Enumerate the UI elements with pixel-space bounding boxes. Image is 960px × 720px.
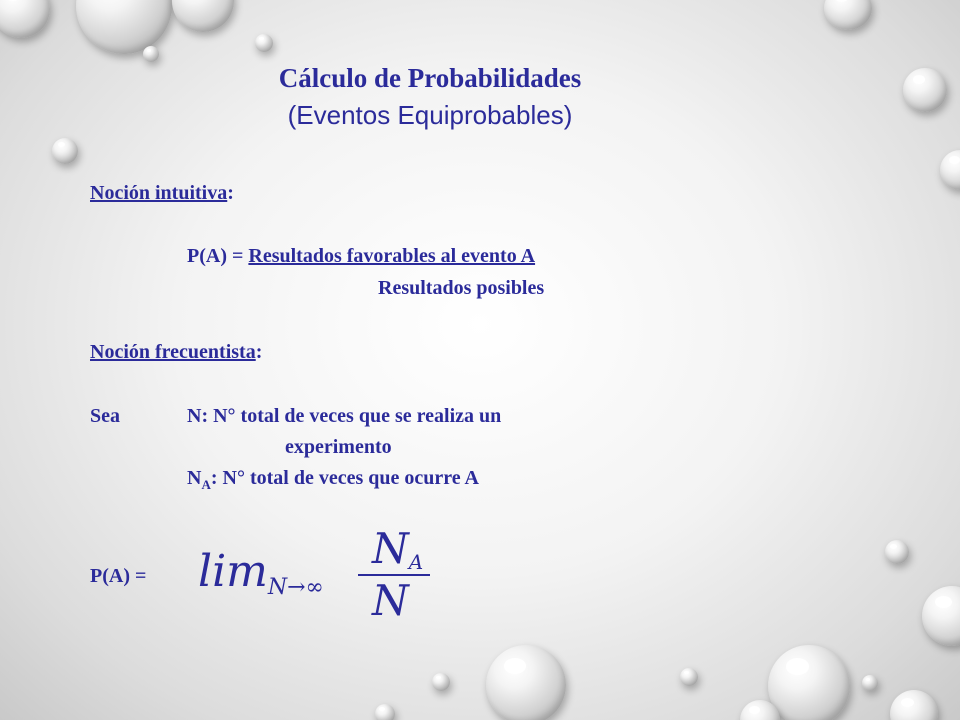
water-drop-icon: [375, 704, 395, 720]
water-drop-icon: [52, 138, 78, 164]
limit-formula-lhs: P(A) =: [90, 565, 147, 587]
definition-n-line1: N: N° total de veces que se realiza un: [187, 405, 502, 427]
definition-n-line2: experimento: [285, 436, 392, 458]
water-drop-icon: [890, 690, 938, 720]
intuitive-formula-denominator: Resultados posibles: [378, 277, 545, 299]
water-drop-icon: [903, 68, 947, 112]
water-drop-icon: [143, 46, 159, 62]
definition-na-subscript: A: [201, 477, 211, 492]
intuitive-formula-numerator: Resultados favorables al evento A: [248, 245, 536, 267]
water-drop-icon: [940, 150, 960, 190]
water-drop-icon: [255, 34, 273, 52]
definition-na-symbol: N: [187, 467, 202, 489]
water-drop-icon: [76, 0, 172, 54]
slide-subtitle: (Eventos Equiprobables): [287, 100, 573, 130]
water-drop-icon: [680, 668, 698, 686]
intuitive-formula-lhs: P(A) =: [187, 245, 249, 267]
intuitive-formula-row: [187, 244, 535, 268]
frequentist-heading: Noción frecuentista: [90, 341, 256, 363]
water-drop-icon: [172, 0, 234, 32]
water-drop-icon: [862, 675, 878, 691]
limit-operator: [198, 548, 324, 612]
intuitive-heading-colon: :: [227, 182, 234, 204]
limit-subscript: N→∞: [267, 575, 324, 600]
limit-word: lim: [198, 546, 268, 597]
sea-label: Sea: [90, 405, 120, 427]
slide-title: Cálculo de Probabilidades: [278, 63, 582, 93]
fraction-numerator-subscript: A: [408, 550, 424, 574]
intuitive-heading-row: [90, 181, 234, 205]
fraction-numerator-n: N: [372, 524, 409, 573]
fraction-denominator: N: [372, 576, 409, 625]
water-drop-icon: [922, 586, 960, 646]
water-drop-icon: [0, 0, 50, 38]
water-drop-icon: [824, 0, 872, 30]
frequentist-heading-row: [90, 340, 262, 364]
water-drop-icon: [768, 645, 850, 720]
water-drop-icon: [486, 645, 566, 720]
intuitive-heading: Noción intuitiva: [90, 182, 228, 204]
water-drop-icon: [885, 540, 909, 564]
frequentist-heading-colon: :: [255, 341, 263, 363]
water-drop-icon: [432, 673, 450, 691]
definition-na-text: : N° total de veces que ocurre A: [210, 467, 479, 489]
definition-na-row: [187, 466, 479, 497]
